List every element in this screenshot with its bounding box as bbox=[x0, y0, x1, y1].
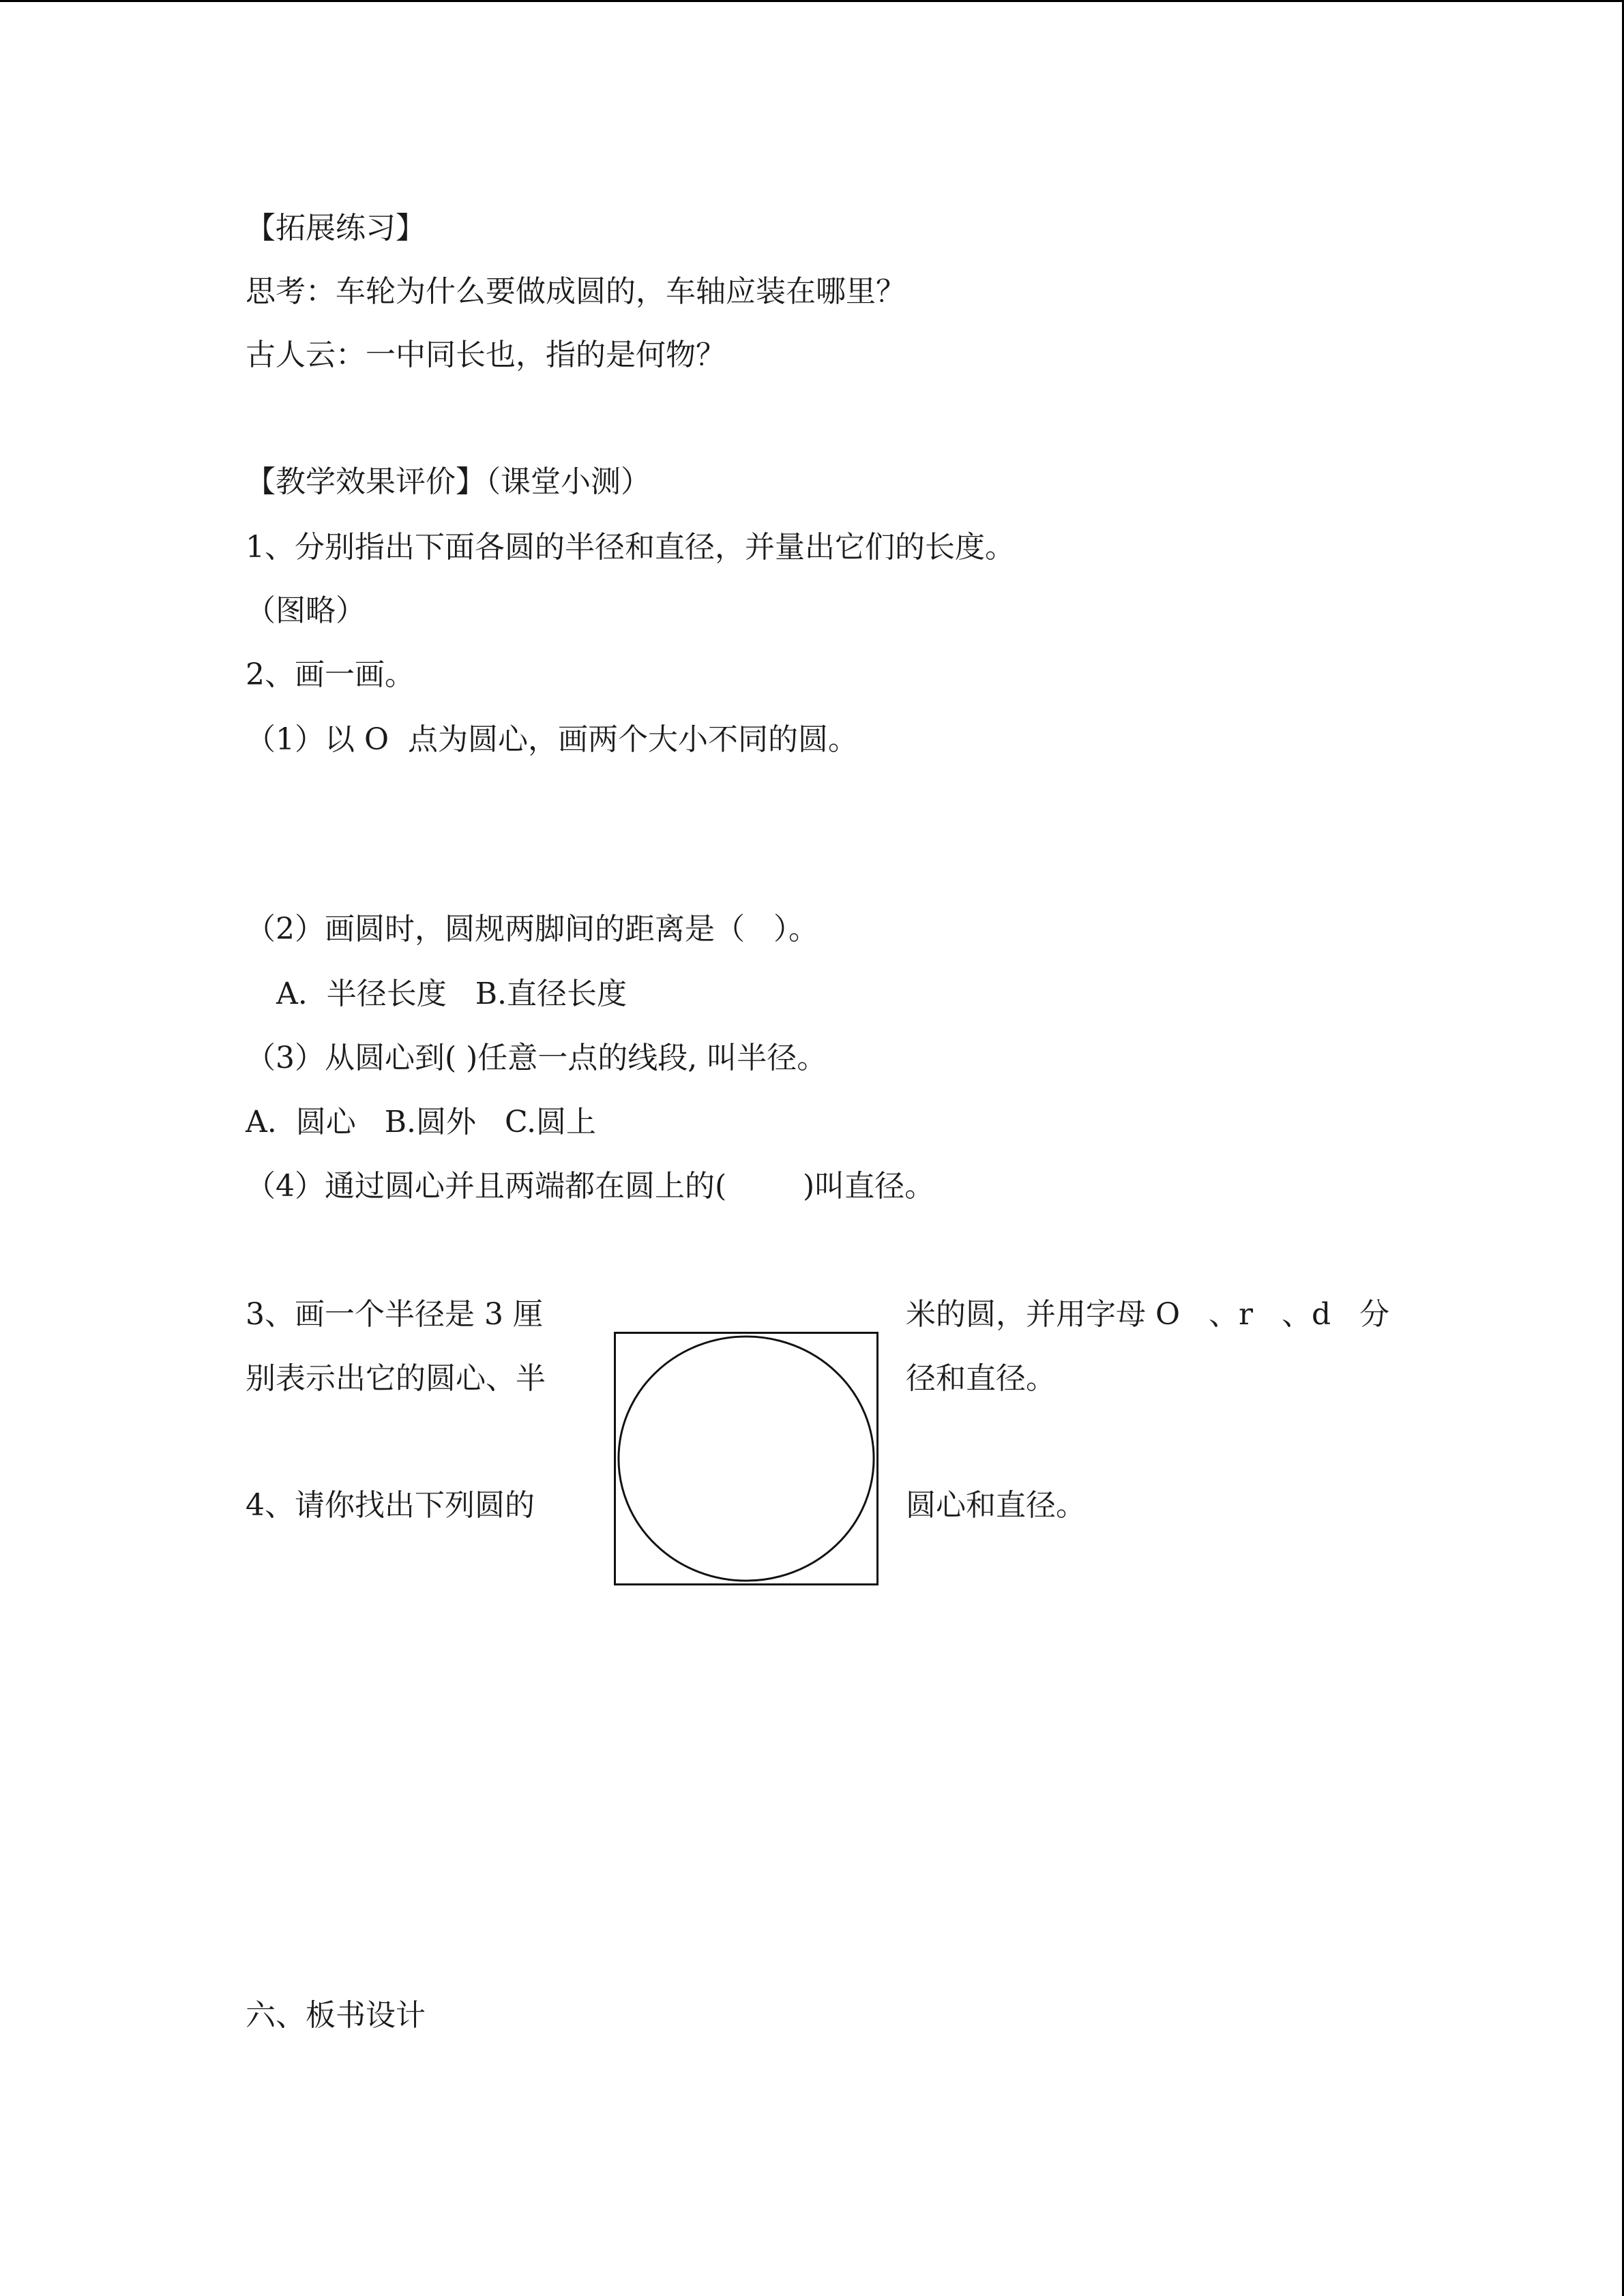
circle-shape bbox=[619, 1337, 874, 1581]
evaluation-item-2-sub-1: （1）以 O 点为圆心，画两个大小不同的圆。 bbox=[246, 722, 859, 757]
evaluation-item-2-sub-3: （3）从圆心到( )任意一点的线段, 叫半径。 bbox=[246, 1041, 827, 1075]
evaluation-item-1-note: （图略） bbox=[246, 593, 366, 628]
extension-heading: 【拓展练习】 bbox=[246, 211, 426, 245]
evaluation-item-3-right-2: 径和直径。 bbox=[906, 1361, 1056, 1396]
evaluation-item-3-left-1: 3、画一个半径是 3 厘 bbox=[246, 1297, 543, 1332]
extension-question-2: 古人云：一中同长也，指的是何物？ bbox=[246, 338, 726, 372]
evaluation-item-4-right: 圆心和直径。 bbox=[906, 1488, 1086, 1523]
evaluation-item-1: 1、分别指出下面各圆的半径和直径，并量出它们的长度。 bbox=[246, 530, 1015, 565]
evaluation-heading: 【教学效果评价】（课堂小测） bbox=[246, 464, 651, 499]
extension-question-1: 思考：车轮为什么要做成圆的，车轴应装在哪里？ bbox=[246, 274, 906, 309]
page-border-top bbox=[0, 0, 1624, 2]
evaluation-item-3-left-2: 别表示出它的圆心、半 bbox=[246, 1361, 546, 1396]
evaluation-item-2-sub-2-options: A. 半径长度 B.直径长度 bbox=[276, 976, 628, 1011]
circle-figure bbox=[614, 1332, 879, 1585]
section-6-heading: 六、板书设计 bbox=[246, 1998, 426, 2033]
circle-drawing bbox=[616, 1334, 876, 1583]
evaluation-item-3-right-1: 米的圆，并用字母 O 、r 、d 分 bbox=[906, 1297, 1390, 1332]
evaluation-item-2-sub-3-options: A. 圆心 B.圆外 C.圆上 bbox=[246, 1105, 597, 1139]
evaluation-item-2-sub-2: （2）画圆时，圆规两脚间的距离是（ ）。 bbox=[246, 912, 818, 946]
evaluation-item-2: 2、画一画。 bbox=[246, 657, 415, 692]
evaluation-item-4-left: 4、请你找出下列圆的 bbox=[246, 1488, 535, 1523]
evaluation-item-2-sub-4: （4）通过圆心并且两端都在圆上的( )叫直径。 bbox=[246, 1169, 935, 1204]
